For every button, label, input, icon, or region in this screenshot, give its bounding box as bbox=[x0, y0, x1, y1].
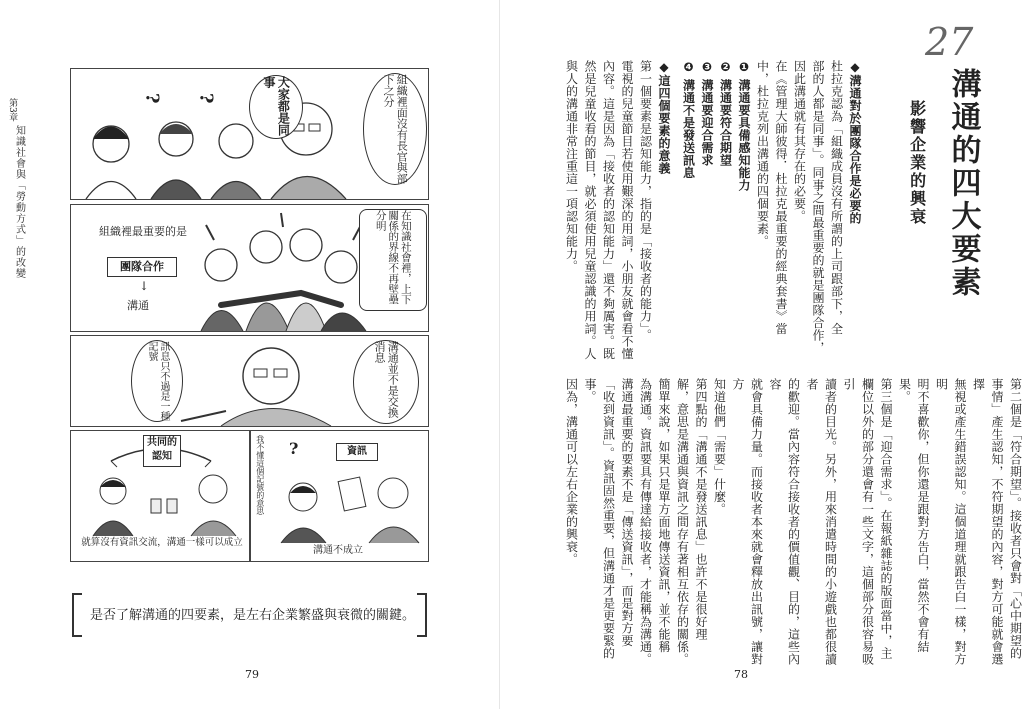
bubble-not-exchange: 溝通並不是交換消息 bbox=[353, 340, 419, 424]
section-heading-teamwork: ◆ 溝通對於團隊合作是必要的 bbox=[846, 60, 865, 360]
summary-caption bbox=[72, 593, 427, 633]
manga-panel-2 bbox=[70, 204, 429, 332]
down-arrow-icon: ↓ bbox=[139, 279, 150, 293]
bracket-left bbox=[72, 593, 82, 637]
manga-panel-1 bbox=[70, 68, 429, 200]
summary-caption-text: 是否了解溝通的四要素，是左右企業繁盛與衰微的關鍵。 bbox=[90, 608, 416, 623]
body-line: 與人的溝通非常注重這一項認知能力。 bbox=[564, 60, 579, 273]
label-information: 資訊 bbox=[336, 443, 378, 461]
handwritten-number: 27 bbox=[925, 20, 974, 64]
label-common-understanding: 共同的認知 bbox=[143, 435, 181, 467]
bubble-everyone-colleagues: 大家都是同事 bbox=[249, 75, 303, 139]
body-line: 然是兒童收看的節目，就必須使用兒童認識的用詞。人 bbox=[583, 60, 597, 360]
manga-panel-3 bbox=[70, 335, 429, 427]
body-text-lower bbox=[562, 378, 1025, 668]
body-line: 第一個要素是認知能力，指的是「接收者的能力」。 bbox=[638, 60, 653, 342]
manga-panel-4 bbox=[70, 430, 429, 562]
question-mark-1: ? bbox=[141, 93, 163, 104]
body-line: 部的人都是同事」。同事之間最重要的就是團隊合作， bbox=[811, 60, 825, 354]
page-fold bbox=[499, 0, 500, 709]
body-line: 中，杜拉克列出溝通的四個要素。 bbox=[755, 60, 770, 248]
element-item-4: ❹ 溝通不是發送訊息 bbox=[681, 60, 696, 180]
page-title: 溝通的四大要素 bbox=[945, 68, 981, 299]
body-text-upper bbox=[562, 60, 864, 360]
body-line: 知道他們「需要」什麼。 bbox=[712, 378, 727, 516]
page-subtitle: 影響企業的興衰 bbox=[907, 100, 927, 226]
element-item-2: ❷ 溝通要符合期望 bbox=[718, 60, 733, 167]
body-line: 因此溝通就有其存在的必要。 bbox=[792, 60, 807, 223]
body-line: 就會具備力量。而接收者本來就會釋放出訊號，讓對方 bbox=[731, 378, 764, 666]
body-line: 第四點的「溝通不是發送訊息」也許不是很好理 bbox=[694, 378, 708, 641]
label-teamwork-box: 團隊合作 bbox=[107, 257, 177, 277]
label-communication: 溝通 bbox=[127, 299, 149, 312]
element-item-3: ❸ 溝通要迎合需求 bbox=[700, 60, 714, 167]
question-mark-3: ? bbox=[289, 439, 299, 458]
body-line: 第二個是「符合期望」。接收者只會對「心中期望的 bbox=[1008, 378, 1023, 660]
chapter-title: 知識社會與「勞動方式」的改變 bbox=[13, 125, 25, 279]
bubble-knowledge-society: 在知識社會裡，上下關係的界線不再壁壘分明 bbox=[359, 209, 427, 311]
bracket-right bbox=[417, 593, 427, 637]
body-line: 因為，溝通可以左右企業的興衰。 bbox=[564, 378, 579, 566]
body-line: 欄位以外的部分還會有一些文字，這個部分很容易吸引 bbox=[842, 378, 875, 666]
label-org-important: 組織裡最重要的是 bbox=[99, 225, 187, 238]
caption-communication-possible: 就算沒有資訊交流，溝通一樣可以成立 bbox=[81, 537, 243, 548]
body-line: 在《管理大師彼得．杜拉克最重要的經典套書》當 bbox=[774, 60, 788, 335]
page-number-left: 79 bbox=[245, 668, 259, 681]
body-line: 第三個是「迎合需求」。在報紙雜誌的版面當中，主 bbox=[879, 378, 893, 660]
body-line: 簡單來說，如果只是單方面地傳送資訊，並不能稱 bbox=[657, 378, 671, 653]
body-line: 明不喜歡你，但你還是跟對方告白，當然不會有結果。 bbox=[897, 378, 930, 653]
section-heading-meaning: ◆ 這四個要素的意義 bbox=[655, 60, 674, 360]
bubble-dont-understand: 我不懂這個記號的意思 bbox=[255, 435, 265, 515]
body-line: 杜拉克認為「組織成員沒有所謂的上司跟部下，全 bbox=[829, 60, 844, 335]
caption-communication-fails: 溝通不成立 bbox=[313, 545, 363, 556]
bubble-just-a-symbol: 訊息只不過是一種記號 bbox=[131, 340, 183, 422]
body-line: 事情」產生認知，不符期望的內容，對方可能就會選擇 bbox=[971, 378, 1004, 666]
body-line: 「收到資訊」。資訊固然重要，但溝通才是更要緊的事。 bbox=[583, 378, 616, 660]
body-line: 無視或產生錯誤認知。這個道理就跟告白一樣，對方明 bbox=[934, 378, 967, 666]
body-line: 的歡迎。當內容符合接收者的價值觀、目的，這些內容 bbox=[768, 378, 801, 666]
chapter-number: 第3章 bbox=[7, 98, 18, 122]
body-line: 為溝通。資訊要具有傳達給接收者，才能稱為溝通。 bbox=[638, 378, 653, 666]
body-line: 溝通最重要的要素不是「傳送資訊」，而是對方要 bbox=[620, 378, 634, 647]
body-line: 電視的兒童節目若使用艱深的用詞，小朋友就會看不懂 bbox=[620, 60, 634, 360]
body-line: 內容。這是因為「接收者的認知能力」還不夠厲害。既 bbox=[601, 60, 616, 360]
element-item-1: ❶ 溝通要具備感知能力 bbox=[737, 60, 751, 192]
question-mark-2: ? bbox=[195, 93, 217, 104]
page-number-right: 78 bbox=[734, 668, 748, 681]
body-line: 解，意思是溝通與資訊之間存有著相互依存的關係。 bbox=[675, 378, 690, 666]
bubble-no-hierarchy: 組織裡面沒有長官與部下之分 bbox=[363, 73, 427, 185]
body-line: 讀者的目光。另外，用來消遣時間的小遊戲也都很讀者 bbox=[805, 378, 838, 666]
